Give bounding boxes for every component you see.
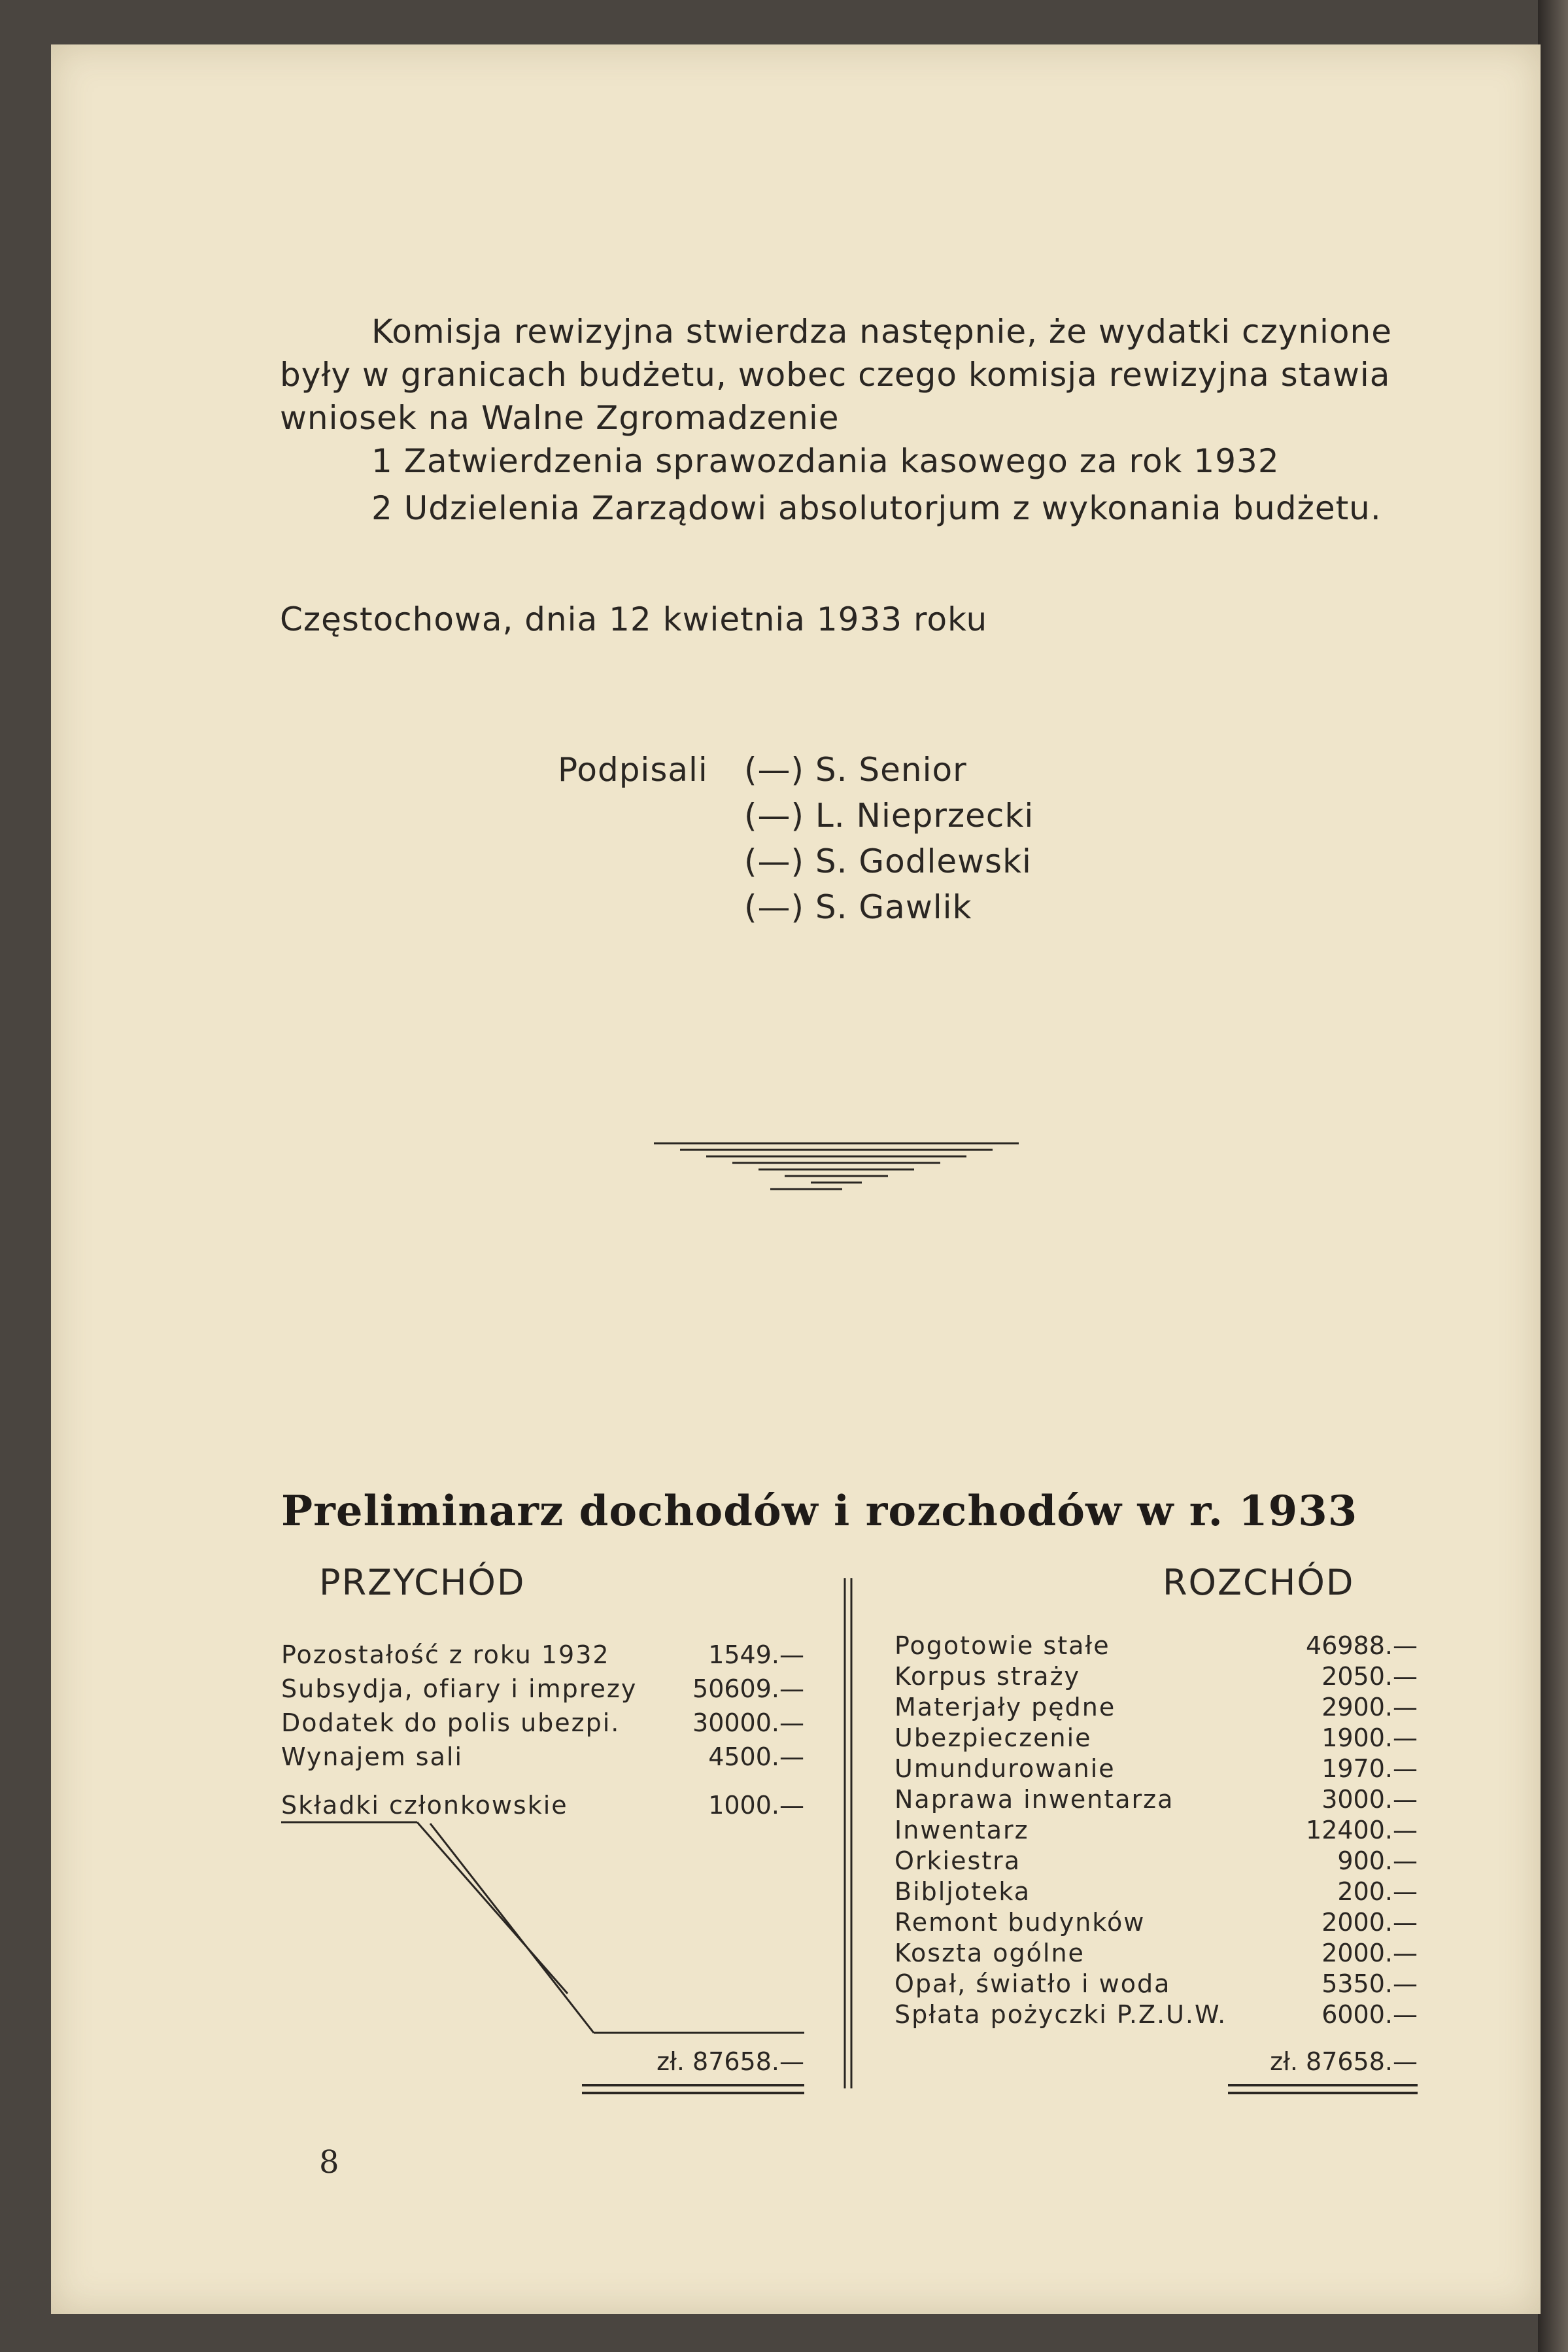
expense-row-label: Remont budynków	[895, 1908, 1146, 1937]
expense-row-label: Korpus straży	[895, 1662, 1081, 1691]
income-heading: PRZYCHÓD	[319, 1562, 526, 1603]
expense-row-amount: 6000.—	[1321, 2000, 1418, 2029]
motion-item-1: 1 Zatwierdzenia sprawozdania kasowego za rok 1932	[371, 442, 1280, 480]
document-page	[51, 44, 1541, 2314]
body-line-2: były w granicach budżetu, wobec czego komisja rewizyjna stawia	[280, 356, 1391, 394]
body-line-3: wniosek na Walne Zgromadzenie	[280, 399, 840, 437]
budget-title: Preliminarz dochodów i rozchodów w r. 1933	[281, 1487, 1358, 1536]
income-row-label: Składki członkowskie	[281, 1791, 568, 1820]
page-number: 8	[319, 2144, 339, 2181]
expense-row-amount: 5350.—	[1321, 1969, 1418, 1998]
signature-3: (—) S. Godlewski	[744, 842, 1032, 880]
expense-row-label: Umundurowanie	[895, 1754, 1116, 1783]
expense-row-amount: 2000.—	[1321, 1908, 1418, 1937]
expense-row-amount: 2000.—	[1321, 1939, 1418, 1967]
book-spine	[1538, 0, 1568, 2352]
expense-row-label: Ubezpieczenie	[895, 1723, 1092, 1752]
expense-row-label: Inwentarz	[895, 1816, 1029, 1844]
income-row-label: Wynajem sali	[281, 1742, 463, 1771]
signatures-label: Podpisali	[558, 751, 708, 789]
income-total: zł. 87658.—	[656, 2047, 804, 2076]
expense-row-label: Koszta ogólne	[895, 1939, 1085, 1967]
expense-row-amount: 900.—	[1337, 1846, 1418, 1875]
expense-row-label: Naprawa inwentarza	[895, 1785, 1174, 1814]
expense-row-amount: 200.—	[1337, 1877, 1418, 1906]
expense-row-amount: 1970.—	[1321, 1754, 1418, 1783]
body-line-1: Komisja rewizyjna stwierdza następnie, że wydatki czynione	[371, 313, 1392, 351]
expense-row-label: Materjały pędne	[895, 1693, 1116, 1721]
income-row-amount: 50609.—	[692, 1674, 804, 1703]
place-date: Częstochowa, dnia 12 kwietnia 1933 roku	[280, 600, 988, 638]
expense-row-amount: 3000.—	[1321, 1785, 1418, 1814]
expense-row-amount: 2900.—	[1321, 1693, 1418, 1721]
income-row-amount: 30000.—	[692, 1708, 804, 1737]
expense-row-label: Bibljoteka	[895, 1877, 1031, 1906]
income-row-amount: 4500.—	[708, 1742, 804, 1771]
income-row-amount: 1549.—	[708, 1640, 804, 1669]
signature-1: (—) S. Senior	[744, 751, 967, 789]
expenses-heading: ROZCHÓD	[1163, 1562, 1355, 1603]
income-row-amount: 1000.—	[708, 1791, 804, 1820]
expense-row-amount: 12400.—	[1306, 1816, 1418, 1844]
income-row-label: Subsydja, ofiary i imprezy	[281, 1674, 638, 1703]
expense-row-amount: 1900.—	[1321, 1723, 1418, 1752]
expense-row-label: Orkiestra	[895, 1846, 1021, 1875]
expense-row-amount: 46988.—	[1306, 1631, 1418, 1660]
signature-4: (—) S. Gawlik	[744, 888, 972, 926]
signature-2: (—) L. Nieprzecki	[744, 797, 1034, 835]
income-row-label: Pozostałość z roku 1932	[281, 1640, 610, 1669]
expense-row-amount: 2050.—	[1321, 1662, 1418, 1691]
income-row-label: Dodatek do polis ubezpi.	[281, 1708, 621, 1737]
expenses-total: zł. 87658.—	[1270, 2047, 1418, 2076]
expense-row-label: Opał, światło i woda	[895, 1969, 1171, 1998]
expense-row-label: Spłata pożyczki P.Z.U.W.	[895, 2000, 1227, 2029]
expense-row-label: Pogotowie stałe	[895, 1631, 1110, 1660]
motion-item-2: 2 Udzielenia Zarządowi absolutorjum z wykonania budżetu.	[371, 489, 1382, 527]
